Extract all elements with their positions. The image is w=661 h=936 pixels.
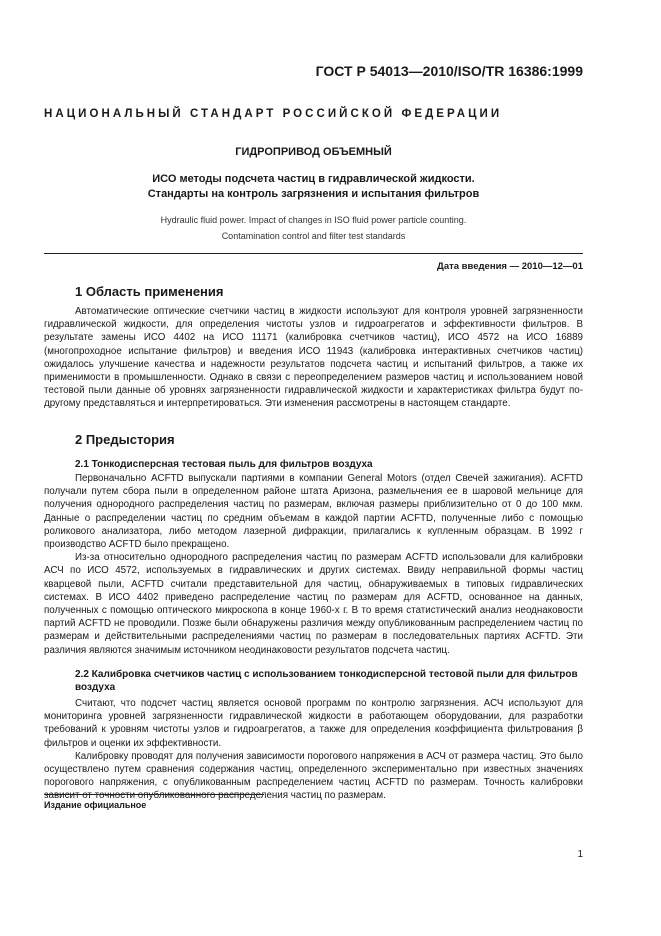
introduction-date: Дата введения — 2010—12—01 — [437, 261, 583, 272]
english-title-line-2: Contamination control and filter test standards — [221, 231, 406, 241]
section-2-1-body — [44, 472, 583, 657]
official-edition-label: Издание официальное — [44, 800, 147, 810]
section-2-2-body — [44, 697, 583, 803]
header-divider — [44, 253, 583, 254]
paragraph: Автоматические оптические счетчики частиц в жидкости используют для контроля уровней загрязненности гидравлической жидкости, для определения чистоты узлов и гидроагрегатов и эффективности фильтров. В результате замены ИСО 4402 на ИСО 11171 (калибровка счетчиков частиц), ИСО 4572 на ИСО 16889 (многопроходное испытание фильтров) и введения ИСО 11943 (калибровка интерактивных счетчиков частиц) ожидалось улучшение качества и надежности результатов подсчета частиц и испытаний фильтров, а также их применимости в промышленности. Однако в связи с переопределением размеров частиц и использованием новой тестовой пыли данные об уровнях загрязненности гидравлической жидкости и характеристиках фильтра будут по-другому представляться и интерпретироваться. Эти изменения рассмотрены в настоящем стандарте. — [44, 306, 583, 410]
english-title — [44, 212, 583, 244]
subtitle-line-2: Стандарты на контроль загрязнения и испытания фильтров — [147, 188, 480, 200]
document-title: ГИДРОПРИВОД ОБЪЕМНЫЙ — [235, 146, 392, 158]
paragraph: Считают, что подсчет частиц является основой программ по контролю загрязнения. АСЧ используют для мониторинга уровней загрязненности гидравлической жидкости в работающем оборудовании, для разработки требований к уровням чистоты узлов и гидроагрегатов, а также для определения коэффициента фильтрования β фильтров и оценки их эффективности. — [44, 698, 583, 749]
section-2-heading: 2 Предыстория — [75, 432, 175, 447]
document-subtitle — [44, 172, 583, 202]
section-2-2-heading: 2.2 Калибровка счетчиков частиц с использованием тонкодисперсной тестовой пыли для фильтров воздуха — [75, 669, 578, 694]
paragraph: Из-за относительно однородного распределения частиц по размерам ACFTD использовали для калибровки АСЧ по ИСО 4572, используемых в гидравлических и других системах. Ввиду неправильной формы частиц кварцевой пыли, ACFTD считали представительной для частиц, обнаруживаемых в типовых гидравлических системах. В ИСО 4402 приведено распределение частиц по размерам для ACFTD, основанное на данных, полученных с помощью оптического микроскопа в конце 1960-х г. В то время статистический анализ неоднаковости партий ACFTD не проводили. Позже были обнаружены различия между опубликованным распределением частиц по размерам и действительными распределениями частиц по размерам в последовательных партиях ACFTD. Эти различия являются значимым источником неодинаковости результатов подсчета частиц. — [44, 552, 583, 656]
paragraph: Первоначально ACFTD выпускали партиями в компании General Motors (отдел Свечей зажигания). ACFTD получали путем сбора пыли в определенном районе штата Аризона, размельчения ее в шаровой мельнице для получения однородного распределения частиц по размерам, включая размеры приблизительно от 0 до 100 мкм. Данные о распределении частиц по средним объемам в каждой партии ACFTD, полученные либо с помощью роликового анализатора, либо методом лазерной дифракции, прилагались к купленным образцам. В 1992 г производство ACFTD было прекращено. — [44, 473, 583, 551]
section-1-heading: 1 Область применения — [75, 284, 224, 299]
standard-number: ГОСТ Р 54013—2010/ISO/TR 16386:1999 — [315, 63, 583, 79]
national-standard-header: НАЦИОНАЛЬНЫЙ СТАНДАРТ РОССИЙСКОЙ ФЕДЕРАЦИИ — [44, 108, 503, 120]
page-number: 1 — [577, 849, 583, 860]
subtitle-line-1: ИСО методы подсчета частиц в гидравлической жидкости. — [152, 173, 475, 185]
english-title-line-1: Hydraulic fluid power. Impact of changes in ISO fluid power particle counting. — [160, 215, 467, 225]
footer-divider — [44, 794, 264, 795]
paragraph: Калибровку проводят для получения зависимости порогового напряжения в АСЧ от размера частиц. Это было осуществлено путем сравнения содержания частиц, определенного экспериментально при известных значениях порогового напряжения, с опубликованным распределением частиц ACFTD по размерам. Точность калибровки зависит от точности опубликованного распределения частиц по размерам. — [44, 750, 583, 802]
section-1-body — [44, 305, 583, 411]
section-2-1-heading: 2.1 Тонкодисперсная тестовая пыль для фильтров воздуха — [75, 459, 373, 470]
